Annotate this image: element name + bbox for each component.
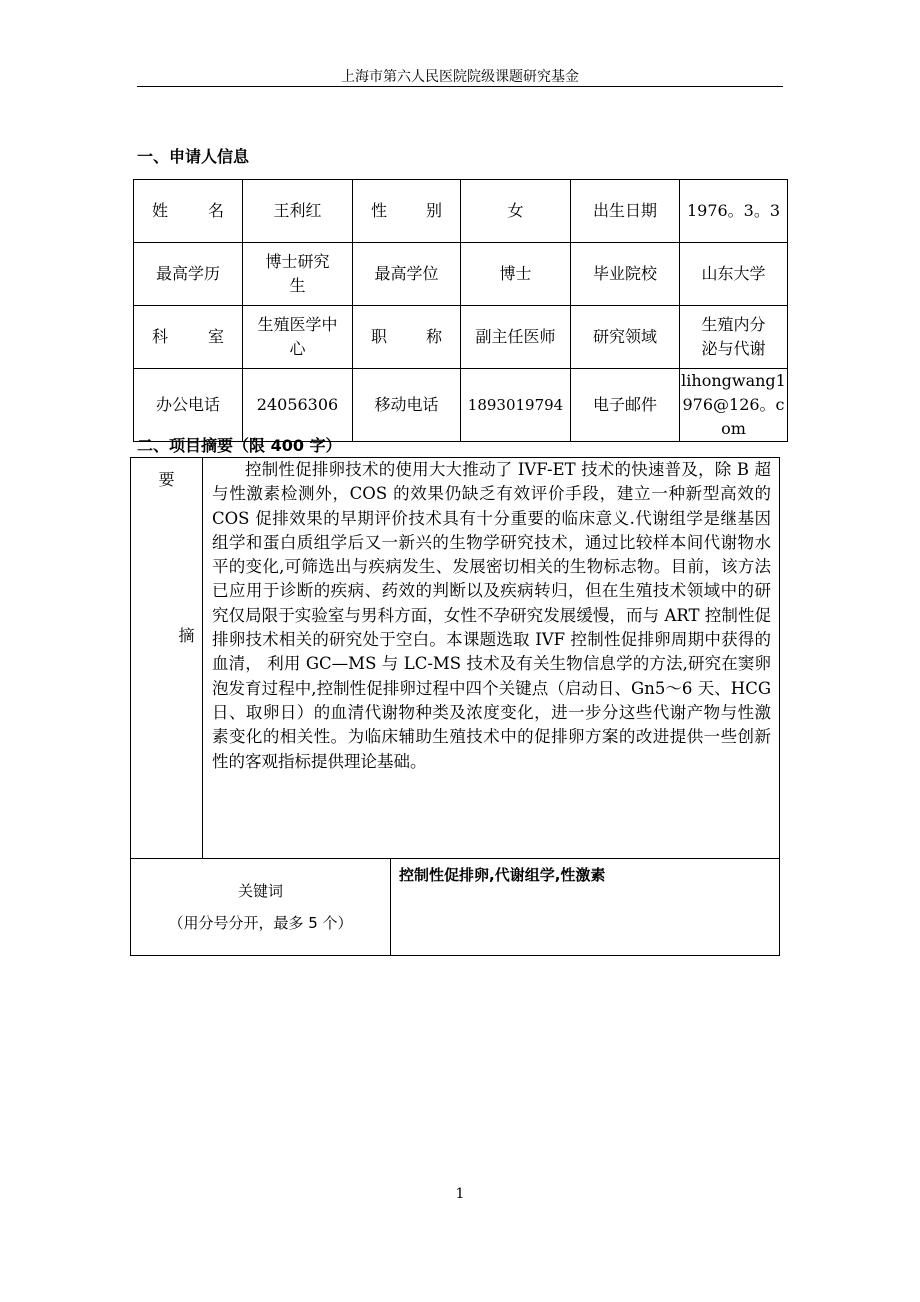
- job-title-label: 职称: [353, 306, 461, 369]
- department-label: 科室: [134, 306, 243, 369]
- header-rule: [137, 86, 783, 87]
- table-row: [131, 859, 780, 956]
- table-row: [134, 369, 788, 442]
- keywords-value: 控制性促排卵,代谢组学,性激素: [391, 859, 780, 956]
- table-row: [134, 243, 788, 306]
- page-number: 1: [455, 1186, 465, 1202]
- birth-label: 出生日期: [571, 180, 680, 243]
- summary-paragraph: 控制性促排卵技术的使用大大推动了 IVF-ET 技术的快速普及，除 B 超与性激素检测外，COS 的效果仍缺乏有效评价手段，建立一种新型高效的 COS 促排效果的早期评价技术具有十分重要的临床意义.代谢组学是继基因组学和蛋白质组学后又一新兴的生物学研究技术，通过比较样本间代谢物水平的变化,可筛选出与疾病发生、发展密切相关的生物标志物。目前，该方法已应用于诊断的疾病、药效的判断以及疾病转归，但在生殖技术领域中的研究仅局限于实验室与男科方面，女性不孕研究发展缓慢，而与 ART 控制性促排卵技术相关的研究处于空白。本课题选取 IVF 控制性促排卵周期中获得的血清， 利用 GC—MS 与 LC-MS 技术及有关生物信息学的方法,研究在窦卵泡发育过程中,控制性促排卵过程中四个关键点（启动日、Gn5～6 天、HCG 日、取卵日）的血清代谢物种类及浓度变化，进一步分这些代谢产物与性激素变化的相关性。为临床辅助生殖技术中的促排卵方案的改进提供一些创新性的客观指标提供理论基础。: [212, 460, 772, 771]
- birth-value: 1976。3。3: [680, 180, 788, 243]
- email-value: lihongwang1976@126。com: [680, 369, 788, 442]
- section2-title: 二、项目摘要（限 400 字）: [137, 436, 342, 455]
- school-label: 毕业院校: [571, 243, 680, 306]
- keywords-hint: （用分号分开，最多 5 个）: [168, 914, 353, 932]
- job-title-value: 副主任医师: [461, 306, 571, 369]
- keywords-label: 关键词: [237, 882, 283, 900]
- email-label: 电子邮件: [571, 369, 680, 442]
- education-value: 博士研究生: [243, 243, 353, 306]
- gender-label: 性别: [353, 180, 461, 243]
- table-row: [131, 458, 780, 859]
- name-value: 王利红: [243, 180, 353, 243]
- page-header: 上海市第六人民医院院级课题研究基金: [341, 69, 579, 85]
- table-row: [134, 180, 788, 243]
- degree-label: 最高学位: [353, 243, 461, 306]
- office-phone-value: 24056306: [243, 369, 353, 442]
- section1-title: 一、申请人信息: [137, 147, 250, 166]
- degree-value: 博士: [461, 243, 571, 306]
- keywords-label-cell: [131, 859, 391, 956]
- summary-label-bottom: 摘: [178, 626, 195, 645]
- gender-value: 女: [461, 180, 571, 243]
- summary-text: [203, 458, 780, 859]
- department-value: 生殖医学中心: [243, 306, 353, 369]
- school-value: 山东大学: [680, 243, 788, 306]
- office-phone-label: 办公电话: [134, 369, 243, 442]
- summary-label-top: 要: [158, 470, 175, 489]
- mobile-phone-value: 1893019794: [461, 369, 571, 442]
- name-label: 姓名: [134, 180, 243, 243]
- research-field-label: 研究领域: [571, 306, 680, 369]
- project-summary-table: [130, 457, 780, 956]
- applicant-info-table: [133, 179, 788, 442]
- research-field-value: 生殖内分泌与代谢: [680, 306, 788, 369]
- education-label: 最高学历: [134, 243, 243, 306]
- table-row: [134, 306, 788, 369]
- mobile-phone-label: 移动电话: [353, 369, 461, 442]
- summary-label-cell: [131, 458, 203, 859]
